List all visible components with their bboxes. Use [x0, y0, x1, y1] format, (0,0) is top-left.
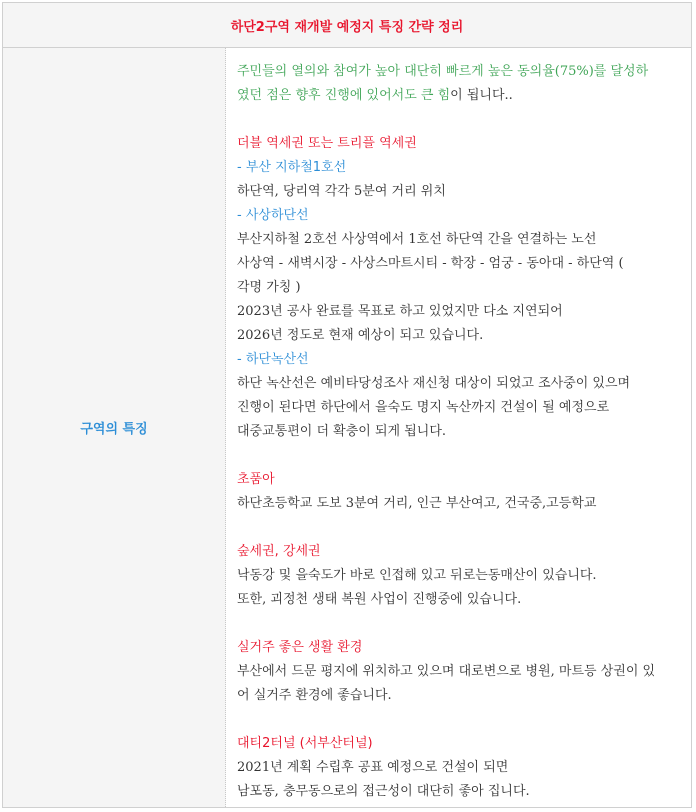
station-sub3-line: 진행이 된다면 하단에서 을숙도 명지 녹산까지 건설이 될 예정으로: [237, 400, 610, 415]
school-text: 하단초등학교 도보 3분여 거리, 인근 부산여고, 건국중,고등학교: [237, 496, 597, 511]
station-sub3-line: 대중교통편이 더 확충이 되게 됩니다.: [237, 424, 447, 439]
content-cell: [226, 48, 691, 807]
nature-line: 또한, 괴정천 생태 복원 사업이 진행중에 있습니다.: [237, 592, 522, 607]
station-sub2-line: 2026년 정도로 현재 예상이 되고 있습니다.: [237, 328, 484, 343]
row-label: [3, 48, 226, 807]
living-line: 부산에서 드문 평지에 위치하고 있으며 대로변으로 병원, 마트등 상권이 있: [237, 664, 656, 679]
station-sub2-line: 각명 가칭 ): [237, 280, 301, 295]
school-heading: 초품아: [237, 472, 275, 487]
intro-line-2-dark: 이 됩니다..: [450, 88, 513, 103]
intro-line-2-green: 였던 점은 향후 진행에 있어서도 큰 힘: [237, 88, 451, 103]
station-sub2-line: 2023년 공사 완료를 목표로 하고 있었지만 다소 지연되어: [237, 304, 563, 319]
intro-line-1: 주민들의 열의와 참여가 높아 대단히 빠르게 높은 동의율(75%)를 달성하: [237, 64, 649, 79]
tunnel-line: 남포동, 충무동으로의 접근성이 대단히 좋아 집니다.: [237, 784, 530, 799]
station-sub3-line: 하단 녹산선은 예비타당성조사 재신청 대상이 되었고 조사중이 있으며: [237, 376, 631, 391]
living-line: 어 실거주 환경에 좋습니다.: [237, 688, 392, 703]
table-title: 하단2구역 재개발 예정지 특징 간략 정리: [3, 3, 691, 48]
station-sub2-line: 사상역 - 새벽시장 - 사상스마트시티 - 학장 - 엄궁 - 동아대 - 하단역 (: [237, 256, 624, 271]
nature-heading: 숲세권, 강세권: [237, 544, 321, 559]
station-sub1-text: 하단역, 당리역 각각 5분여 거리 위치: [237, 184, 446, 199]
station-sub2-title: - 사상하단선: [237, 208, 309, 223]
living-heading: 실거주 좋은 생활 환경: [237, 640, 363, 655]
row-label-text: 구역의 특징: [80, 422, 148, 437]
nature-line: 낙동강 및 을숙도가 바로 인접해 있고 뒤로는동매산이 있습니다.: [237, 568, 597, 583]
station-sub3-title: - 하단녹산선: [237, 352, 309, 367]
station-sub2-line: 부산지하철 2호선 사상역에서 1호선 하단역 간을 연결하는 노선: [237, 232, 597, 247]
content-body: [237, 60, 689, 804]
feature-table: [2, 2, 692, 808]
intro-line-2: [237, 84, 689, 108]
tunnel-heading: 대티2터널 (서부산터널): [237, 736, 373, 751]
station-sub1-title: - 부산 지하철1호선: [237, 160, 347, 175]
tunnel-line: 2021년 계획 수립후 공표 예정으로 건설이 되면: [237, 760, 509, 775]
station-heading: 더블 역세권 또는 트리플 역세권: [237, 136, 417, 151]
